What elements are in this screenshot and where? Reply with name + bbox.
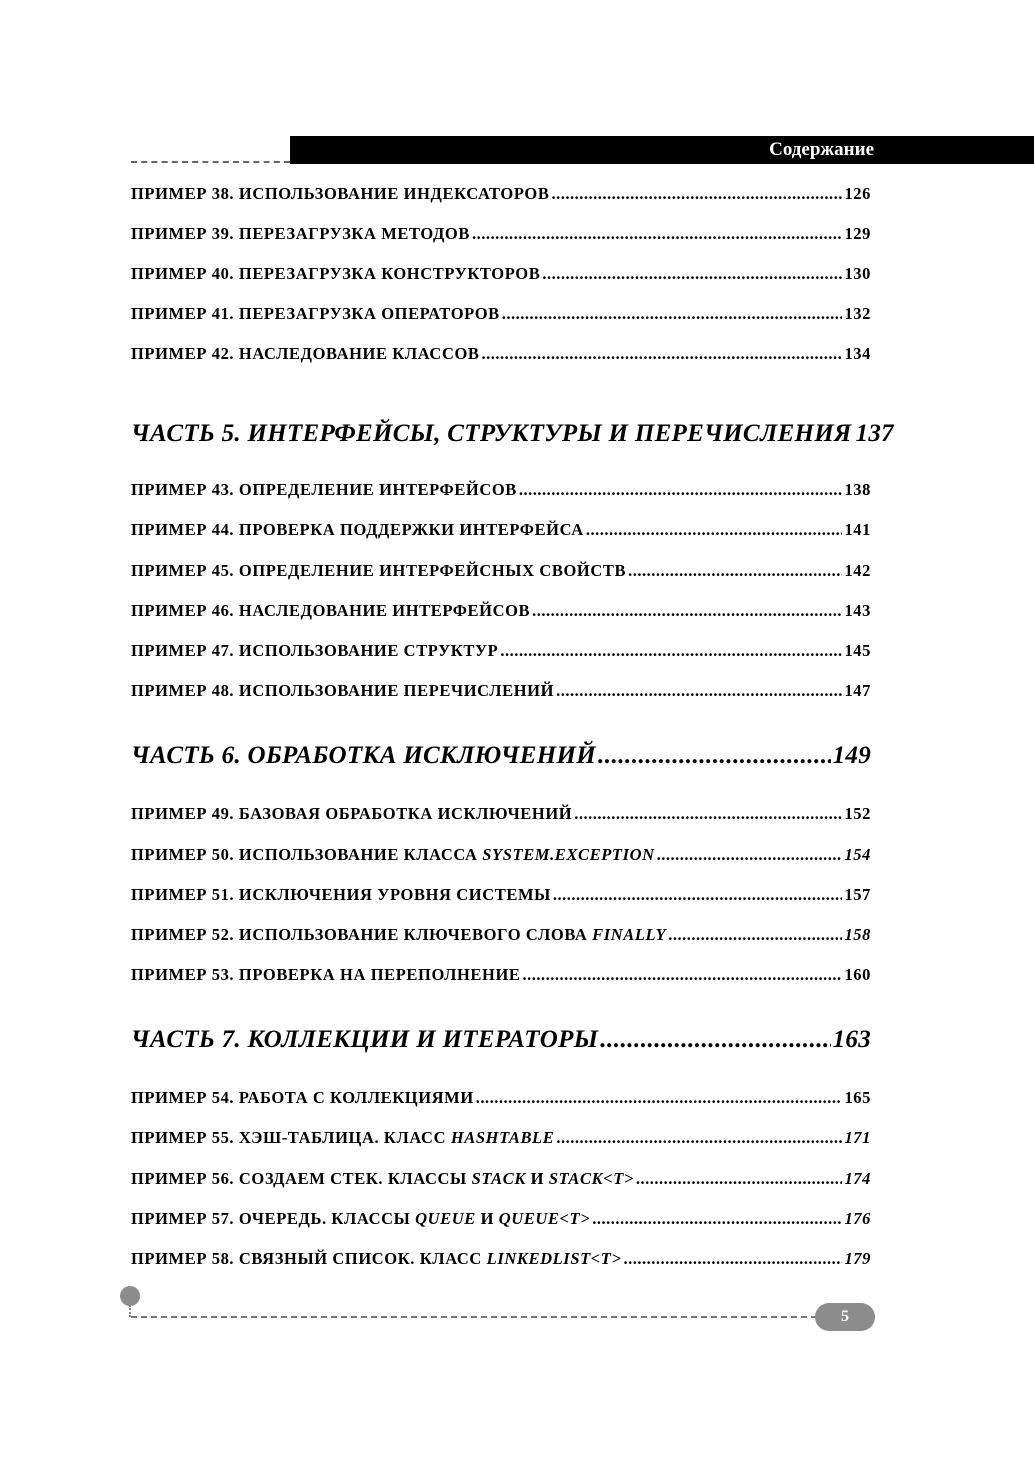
toc-title-part: ПРИМЕР 41. ПЕРЕЗАГРУЗКА ОПЕРАТОРОВ <box>131 304 500 323</box>
toc-page-number: 176 <box>844 1209 871 1228</box>
toc-title <box>131 264 540 284</box>
header-title: Содержание <box>769 139 874 160</box>
toc-title <box>131 1249 621 1269</box>
dot-leader <box>668 925 842 945</box>
dot-leader <box>556 1128 842 1148</box>
toc-title-part: ПРИМЕР 40. ПЕРЕЗАГРУЗКА КОНСТРУКТОРОВ <box>131 264 541 283</box>
footer-dotted-rule <box>131 1316 817 1318</box>
toc-page-number: 158 <box>844 925 871 944</box>
toc-title-part: ПРИМЕР 53. ПРОВЕРКА НА ПЕРЕПОЛНЕНИЕ <box>131 965 521 984</box>
toc-part-heading <box>131 420 894 448</box>
toc-title-part: ПРИМЕР 47. ИСПОЛЬЗОВАНИЕ СТРУКТУР <box>131 641 499 660</box>
toc-page-number: 171 <box>844 1128 871 1147</box>
header-dotted-rule <box>131 161 290 163</box>
toc-page-number: 132 <box>844 304 871 323</box>
toc-title <box>131 641 498 661</box>
toc-page-number: 179 <box>844 1249 871 1268</box>
footer-circle-marker <box>120 1286 140 1306</box>
toc-page-number: 130 <box>844 264 871 283</box>
toc-title-part: ПРИМЕР 46. НАСЛЕДОВАНИЕ ИНТЕРФЕЙСОВ <box>131 601 531 620</box>
toc-title-part: ПРИМЕР 50. ИСПОЛЬЗОВАНИЕ КЛАССА <box>131 845 483 864</box>
dot-leader <box>476 1088 843 1108</box>
page-number-badge: 5 <box>815 1303 875 1331</box>
toc-page-number: 147 <box>844 681 871 700</box>
toc-entry <box>131 1128 871 1148</box>
dot-leader <box>574 804 842 824</box>
toc-entry <box>131 641 871 661</box>
toc-page-number: 165 <box>844 1088 871 1107</box>
toc-title <box>131 224 470 244</box>
toc-title <box>131 480 517 500</box>
dot-leader <box>500 641 842 661</box>
toc-title <box>131 304 500 324</box>
toc-page-number: 160 <box>844 965 871 984</box>
toc-entry <box>131 601 871 621</box>
dot-leader <box>628 561 842 581</box>
toc-title-part: STACK<T> <box>548 1169 634 1188</box>
toc-title-part: ПРИМЕР 56. СОЗДАЕМ СТЕК. КЛАССЫ <box>131 1169 472 1188</box>
toc-title <box>131 601 530 621</box>
toc-title <box>131 184 549 204</box>
toc-title-part: ПРИМЕР 54. РАБОТА С КОЛЛЕКЦИЯМИ <box>131 1088 474 1107</box>
toc-title <box>131 520 584 540</box>
dot-leader <box>623 1249 842 1269</box>
toc-part-heading <box>131 742 871 770</box>
toc-page-number: 129 <box>844 224 871 243</box>
dot-leader <box>600 1026 830 1054</box>
toc-title-part: FINALLY <box>592 925 667 944</box>
toc-title <box>131 561 626 581</box>
toc-page-number: 152 <box>844 804 871 823</box>
toc-title-part: ЧАСТЬ 7. КОЛЛЕКЦИИ И ИТЕРАТОРЫ <box>131 1026 599 1053</box>
dot-leader <box>532 601 842 621</box>
toc-title-part: QUEUE <box>415 1209 476 1228</box>
toc-title-part: ПРИМЕР 57. ОЧЕРЕДЬ. КЛАССЫ <box>131 1209 416 1228</box>
toc-title-part: ПРИМЕР 58. СВЯЗНЫЙ СПИСОК. КЛАСС <box>131 1249 487 1268</box>
toc-title-part: ПРИМЕР 49. БАЗОВАЯ ОБРАБОТКА ИСКЛЮЧЕНИЙ <box>131 804 573 823</box>
toc-entry <box>131 804 871 824</box>
toc-title <box>131 1209 590 1229</box>
dot-leader <box>636 1169 843 1189</box>
toc-entry <box>131 184 871 204</box>
dot-leader <box>598 742 831 770</box>
toc-page-number: 126 <box>844 184 871 203</box>
dot-leader <box>551 184 842 204</box>
header-bar <box>290 136 1034 164</box>
toc-entry <box>131 845 871 865</box>
toc-title-part: ЧАСТЬ 6. ОБРАБОТКА ИСКЛЮЧЕНИЙ <box>131 742 596 769</box>
toc-title <box>131 965 520 985</box>
toc-title-part: QUEUE<T> <box>498 1209 591 1228</box>
toc-page-number: 149 <box>832 742 871 769</box>
toc-entry <box>131 520 871 540</box>
toc-page-number: 163 <box>832 1026 871 1053</box>
toc-entry <box>131 561 871 581</box>
toc-title <box>131 1026 598 1054</box>
toc-page-number: 134 <box>844 344 871 363</box>
dot-leader <box>502 304 843 324</box>
toc-title-part: И <box>475 1209 499 1228</box>
toc-title <box>131 1128 554 1148</box>
dot-leader <box>586 520 843 540</box>
toc-entry <box>131 965 871 985</box>
toc-page-number: 154 <box>844 845 871 864</box>
toc-entry <box>131 1249 871 1269</box>
toc-page-number: 143 <box>844 601 871 620</box>
toc-title-part: ПРИМЕР 38. ИСПОЛЬЗОВАНИЕ ИНДЕКСАТОРОВ <box>131 184 550 203</box>
toc-entry <box>131 224 871 244</box>
toc-title-part: LINKEDLIST<T> <box>486 1249 622 1268</box>
toc-title-part: ПРИМЕР 39. ПЕРЕЗАГРУЗКА МЕТОДОВ <box>131 224 470 243</box>
toc-title-part: ПРИМЕР 45. ОПРЕДЕЛЕНИЕ ИНТЕРФЕЙСНЫХ СВОЙСТВ <box>131 561 627 580</box>
toc-page-number: 157 <box>844 885 871 904</box>
toc-title <box>131 420 852 448</box>
toc-entry <box>131 304 871 324</box>
toc-entry <box>131 480 871 500</box>
toc-title <box>131 925 666 945</box>
toc-page-number: 174 <box>844 1169 871 1188</box>
toc-entry <box>131 264 871 284</box>
dot-leader <box>592 1209 842 1229</box>
dot-leader <box>472 224 842 244</box>
toc-entry <box>131 681 871 701</box>
toc-title <box>131 804 572 824</box>
toc-entry <box>131 885 871 905</box>
toc-title-part: ПРИМЕР 48. ИСПОЛЬЗОВАНИЕ ПЕРЕЧИСЛЕНИЙ <box>131 681 555 700</box>
toc-page-number: 142 <box>844 561 871 580</box>
toc-page-number: 137 <box>855 420 894 447</box>
dot-leader <box>482 344 843 364</box>
toc-title-part: HASHTABLE <box>450 1128 555 1147</box>
toc-title <box>131 885 551 905</box>
toc-title-part: ПРИМЕР 44. ПРОВЕРКА ПОДДЕРЖКИ ИНТЕРФЕЙСА <box>131 520 584 539</box>
toc-title-part: STACK <box>471 1169 526 1188</box>
toc-entry <box>131 344 871 364</box>
toc-page-number: 141 <box>844 520 871 539</box>
toc-title-part: ПРИМЕР 42. НАСЛЕДОВАНИЕ КЛАССОВ <box>131 344 480 363</box>
dot-leader <box>657 845 843 865</box>
toc-title-part: SYSTEM.EXCEPTION <box>482 845 655 864</box>
toc-title-part: ЧАСТЬ 5. ИНТЕРФЕЙСЫ, СТРУКТУРЫ И ПЕРЕЧИСЛЕНИЯ <box>131 420 852 447</box>
toc-title <box>131 344 480 364</box>
toc-title <box>131 742 596 770</box>
toc-title-part: ПРИМЕР 51. ИСКЛЮЧЕНИЯ УРОВНЯ СИСТЕМЫ <box>131 885 551 904</box>
toc-entry <box>131 1209 871 1229</box>
toc-page-number: 145 <box>844 641 871 660</box>
dot-leader <box>522 965 842 985</box>
toc-part-heading <box>131 1026 871 1054</box>
toc-entry <box>131 925 871 945</box>
toc-title-part: И <box>525 1169 549 1188</box>
dot-leader <box>553 885 843 905</box>
dot-leader <box>542 264 842 284</box>
toc-title <box>131 681 554 701</box>
toc-title <box>131 1169 634 1189</box>
toc-entry <box>131 1088 871 1108</box>
toc-title-part: ПРИМЕР 52. ИСПОЛЬЗОВАНИЕ КЛЮЧЕВОГО СЛОВА <box>131 925 593 944</box>
toc-title <box>131 1088 474 1108</box>
toc-title-part: ПРИМЕР 55. ХЭШ-ТАБЛИЦА. КЛАСС <box>131 1128 451 1147</box>
dot-leader <box>556 681 842 701</box>
toc-page-number: 138 <box>844 480 871 499</box>
toc-title-part: ПРИМЕР 43. ОПРЕДЕЛЕНИЕ ИНТЕРФЕЙСОВ <box>131 480 517 499</box>
toc-entry <box>131 1169 871 1189</box>
toc-title <box>131 845 655 865</box>
dot-leader <box>519 480 843 500</box>
